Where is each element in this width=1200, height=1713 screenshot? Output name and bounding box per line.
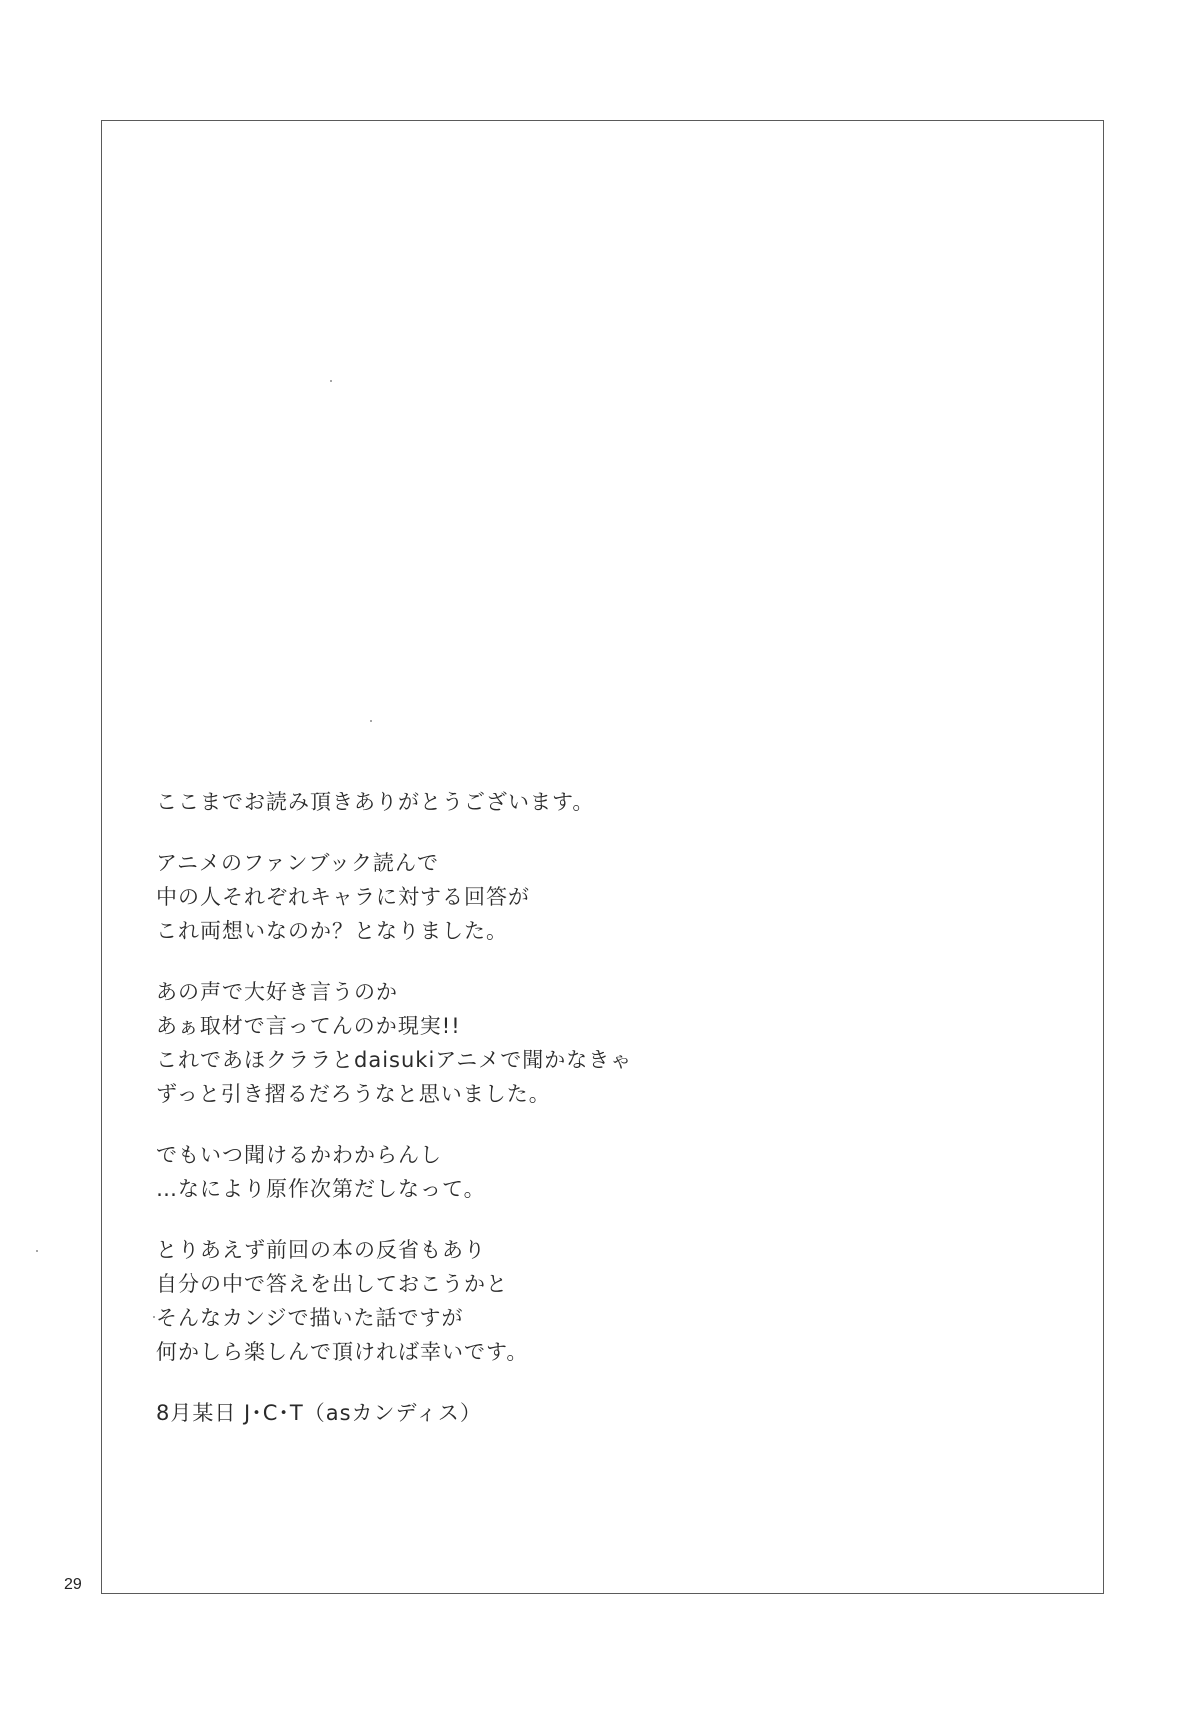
afterword-line: ずっと引き摺るだろうなと思いました。 — [156, 1082, 551, 1106]
afterword-line: でもいつ聞けるかわからんし — [156, 1143, 442, 1167]
afterword-line: 自分の中で答えを出しておこうかと — [156, 1272, 508, 1296]
scan-speck — [153, 1316, 155, 1318]
afterword-paragraph — [156, 975, 956, 1111]
afterword-line: これ両想いなのか？となりました。 — [156, 919, 508, 943]
afterword-line: アニメのファンブック読んで — [156, 851, 440, 875]
afterword-paragraph — [156, 846, 956, 948]
signature: 8月某日 J･C･T（asカンディス） — [156, 1401, 482, 1425]
afterword-line: ここまでお読み頂きありがとうございます。 — [156, 790, 595, 814]
afterword-text — [156, 785, 956, 1430]
afterword-line: あぁ取材で言ってんのか現実!! — [156, 1014, 461, 1038]
afterword-line: …なにより原作次第だしなって。 — [156, 1177, 486, 1201]
afterword-line: これであほクララとdaisukiアニメで聞かなきゃ — [156, 1048, 633, 1072]
page-number: 29 — [64, 1576, 82, 1593]
afterword-line: そんなカンジで描いた話ですが — [156, 1306, 464, 1330]
afterword-paragraph — [156, 1138, 956, 1206]
afterword-line: 何かしら楽しんで頂ければ幸いです。 — [156, 1340, 529, 1364]
afterword-paragraph — [156, 785, 956, 819]
afterword-paragraph — [156, 1233, 956, 1369]
afterword-line: 中の人それぞれキャラに対する回答が — [156, 885, 530, 909]
scan-speck — [370, 720, 372, 722]
scan-speck — [330, 380, 332, 382]
scan-speck — [36, 1250, 38, 1252]
afterword-line: あの声で大好き言うのか — [156, 980, 398, 1004]
afterword-line: とりあえず前回の本の反省もあり — [156, 1238, 486, 1262]
